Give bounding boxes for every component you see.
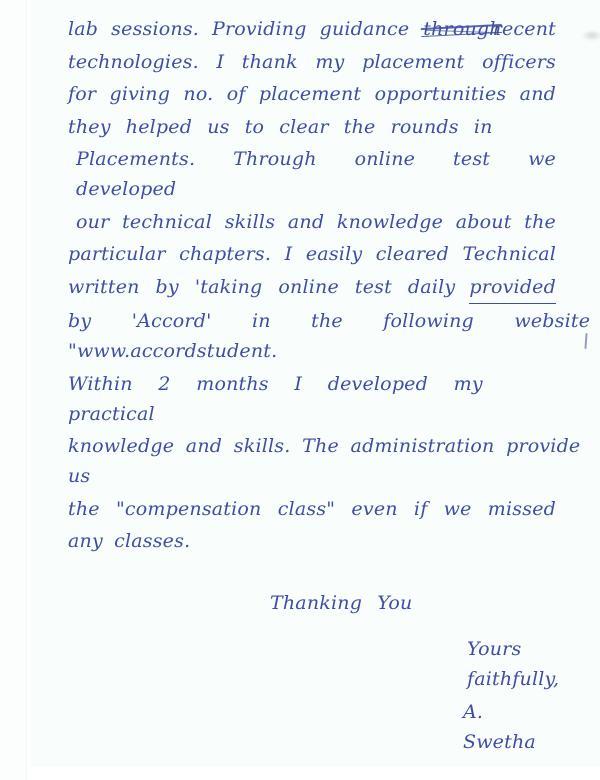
handwritten-line: Within 2 months I developed my practical xyxy=(68,372,483,425)
signature: A. Swetha xyxy=(463,700,536,753)
handwritten-line: by 'Accord' in the following website "www.accordstudent. xyxy=(68,310,591,362)
handwritten-line: technologies. I thank my placement officers xyxy=(68,50,556,73)
handwritten-line xyxy=(68,14,556,44)
signoff-line: Yours faithfully, xyxy=(467,638,560,690)
underlined-word: provided xyxy=(469,272,556,304)
line-text: written by 'taking online test daily xyxy=(68,275,456,298)
handwritten-line: particular chapters. I easily cleared Technical xyxy=(68,243,556,265)
handwritten-line: our technical skills and knowledge about the xyxy=(76,210,556,233)
line-text: lab sessions. Providing guidance xyxy=(68,18,410,40)
handwritten-line: for giving no. of placement opportunities and xyxy=(68,83,556,105)
correction-word: recent xyxy=(492,18,556,40)
handwritten-line: they helped us to clear the rounds in xyxy=(68,115,493,138)
handwritten-line xyxy=(68,272,556,304)
handwritten-line: the "compensation class" even if we missed xyxy=(68,497,556,520)
letter-body xyxy=(68,14,591,759)
handwritten-line: any classes. xyxy=(68,530,191,552)
scanner-edge-band xyxy=(0,0,27,780)
scribbled-out-word: through xyxy=(423,14,501,44)
handwritten-line: Placements. Through online test we developed xyxy=(76,148,556,200)
scan-smudge-artifact xyxy=(578,28,600,43)
letter-paper xyxy=(30,0,600,767)
closing-line: Thanking You xyxy=(270,592,413,614)
handwritten-line: knowledge and skills. The administration provide us xyxy=(68,435,581,487)
